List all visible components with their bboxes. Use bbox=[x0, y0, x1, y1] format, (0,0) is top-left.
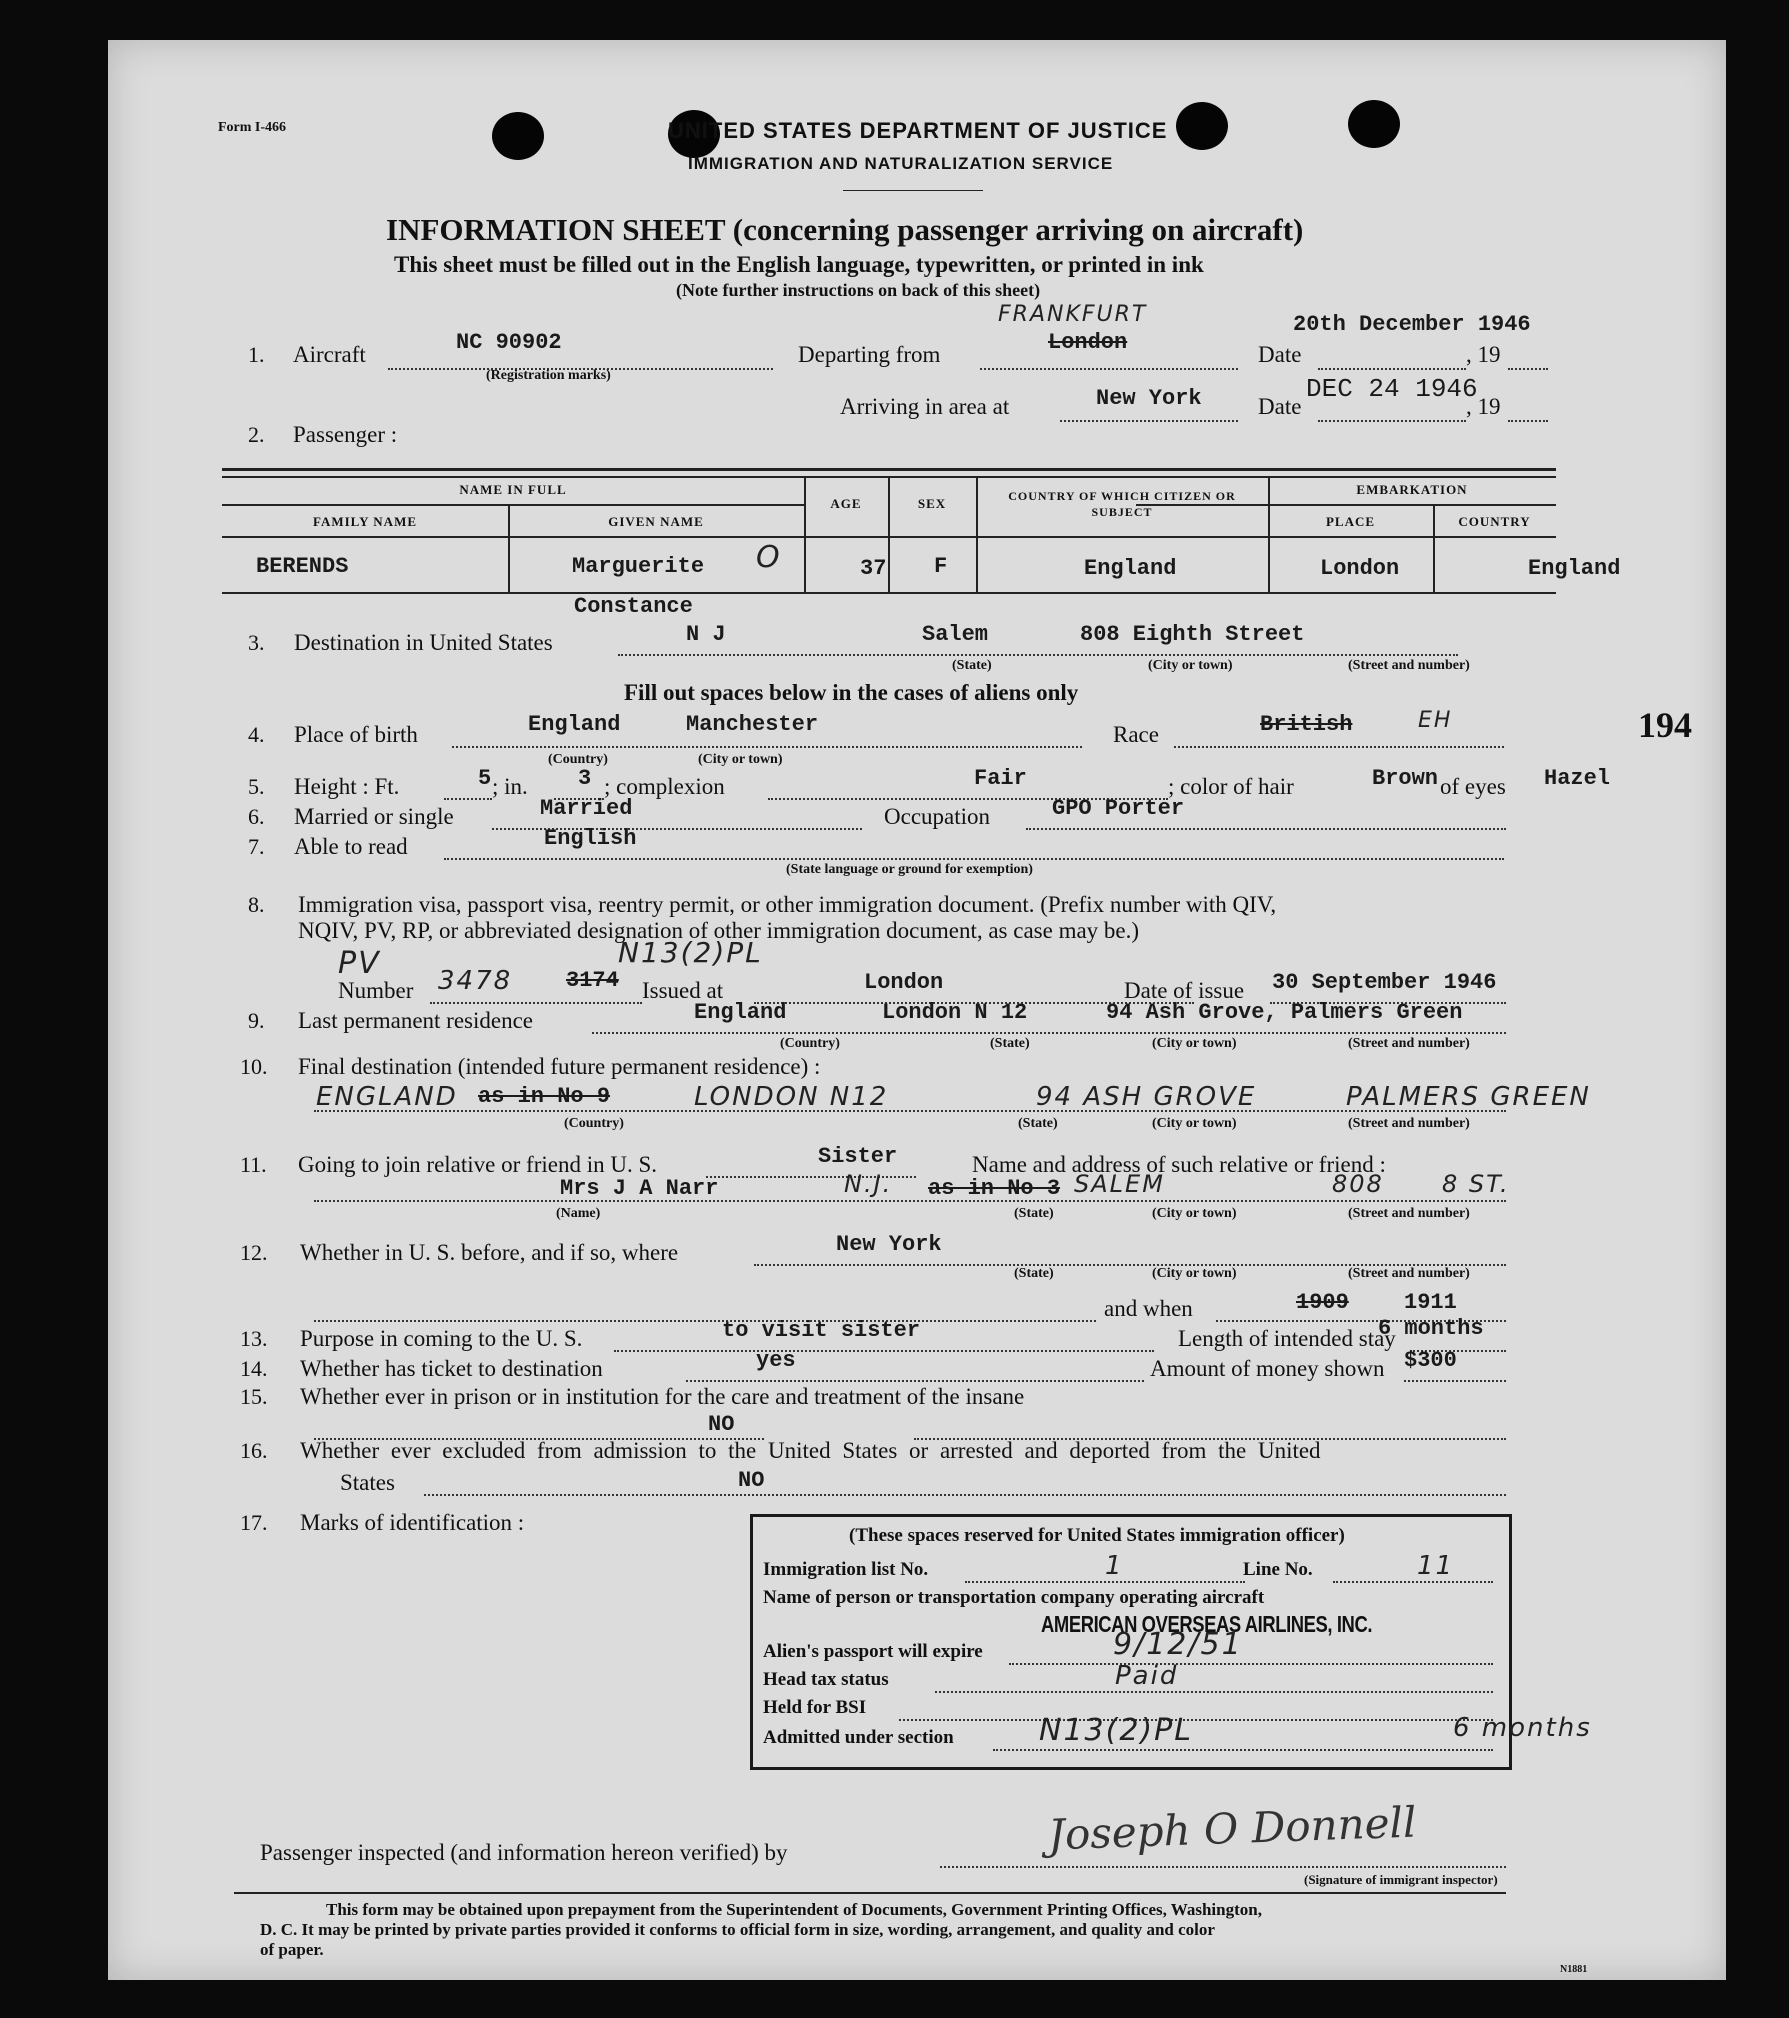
race-struck: British bbox=[1260, 712, 1353, 737]
sex-value: F bbox=[934, 554, 948, 579]
th-given-name: GIVEN NAME bbox=[608, 514, 704, 529]
destination-line bbox=[618, 654, 1458, 656]
section-months: 6 months bbox=[1453, 1713, 1592, 1743]
bsi-label: Held for BSI bbox=[763, 1697, 867, 1718]
header-rule bbox=[843, 190, 983, 191]
occupation-value: GPO Porter bbox=[1052, 796, 1185, 821]
caption-country: (Country) bbox=[564, 1116, 624, 1131]
relative-street-hand: 808 bbox=[1332, 1170, 1384, 1198]
relative-state-hand: N.J. bbox=[844, 1170, 893, 1198]
final-state-hand: LONDON N12 bbox=[694, 1082, 889, 1112]
money-value: $300 bbox=[1404, 1348, 1457, 1373]
punch-hole bbox=[1176, 102, 1228, 150]
final-country-struck: as in No 9 bbox=[478, 1084, 611, 1109]
table-top-rule bbox=[222, 468, 1556, 471]
eyes-label: of eyes bbox=[1440, 774, 1506, 799]
visa-hand-prefix: PV bbox=[338, 946, 381, 981]
height-label: Height : Ft. bbox=[294, 774, 400, 799]
headtax-label: Head tax status bbox=[763, 1669, 889, 1690]
instructions-note: (Note further instructions on back of this sheet) bbox=[676, 280, 1041, 300]
date-label: Date bbox=[1258, 342, 1302, 367]
date-line bbox=[1318, 368, 1466, 370]
caption-state: (State) bbox=[1018, 1116, 1058, 1131]
arriving-line bbox=[1060, 420, 1238, 422]
col-divider bbox=[804, 476, 806, 592]
item-number: 4. bbox=[248, 722, 265, 747]
passport-value: 9/12/51 bbox=[1113, 1627, 1243, 1662]
company-stamp: AMERICAN OVERSEAS AIRLINES, INC. bbox=[1041, 1611, 1373, 1637]
item-number: 16. bbox=[240, 1438, 268, 1463]
before-line-2 bbox=[314, 1320, 1096, 1322]
departing-struck: London bbox=[1048, 330, 1128, 355]
department-title: UNITED STATES DEPARTMENT OF JUSTICE bbox=[668, 118, 1168, 143]
visa-text-2: NQIV, PV, RP, or abbreviated designation of other immigration document, as case may be.) bbox=[298, 918, 1140, 943]
doi-label: Date of issue bbox=[1124, 978, 1245, 1003]
ticket-line bbox=[686, 1380, 1144, 1382]
race-hand: EH bbox=[1418, 708, 1453, 733]
footer-note-3: of paper. bbox=[260, 1940, 324, 1959]
passport-line bbox=[1009, 1663, 1493, 1665]
item-number: 10. bbox=[240, 1054, 268, 1079]
purpose-line bbox=[614, 1350, 1154, 1352]
birth-city: Manchester bbox=[686, 712, 819, 737]
occupation-label: Occupation bbox=[884, 804, 991, 829]
visa-number-label: Number bbox=[338, 978, 414, 1003]
date2-line bbox=[1318, 420, 1466, 422]
relative-name: Mrs J A Narr bbox=[560, 1176, 719, 1201]
read-caption: (State language or ground for exemption) bbox=[786, 862, 1033, 877]
list-no-line bbox=[965, 1581, 1245, 1583]
instructions: This sheet must be filled out in the English language, typewritten, or printed in ink bbox=[394, 252, 1204, 277]
money-label: Amount of money shown bbox=[1150, 1356, 1385, 1381]
name-subrule bbox=[222, 504, 804, 506]
passenger-label: Passenger : bbox=[293, 422, 398, 447]
section-label: Admitted under section bbox=[763, 1727, 954, 1748]
caption-street: (Street and number) bbox=[1348, 658, 1470, 673]
money-line bbox=[1404, 1380, 1506, 1382]
footer-note-1: This form may be obtained upon prepayment from the Superintendent of Documents, Government Printing Offices, Washington, bbox=[326, 1900, 1262, 1919]
caption-country: (Country) bbox=[780, 1036, 840, 1051]
item-number: 12. bbox=[240, 1240, 268, 1265]
destination-street: 808 Eighth Street bbox=[1080, 622, 1305, 647]
when-struck: 1909 bbox=[1296, 1290, 1349, 1315]
excluded-label-2: States bbox=[340, 1470, 395, 1495]
destination-state: N J bbox=[686, 622, 726, 647]
list-no-label: Immigration list No. bbox=[763, 1559, 929, 1580]
section-value: N13(2)PL bbox=[1039, 1713, 1193, 1748]
hair-value: Brown bbox=[1372, 766, 1439, 791]
hair-label: ; color of hair bbox=[1168, 774, 1294, 799]
caption-street: (Street and number) bbox=[1348, 1036, 1470, 1051]
final-dest-line bbox=[314, 1110, 1506, 1112]
residence-line bbox=[592, 1032, 1506, 1034]
caption-state: (State) bbox=[1014, 1206, 1054, 1221]
col-divider bbox=[888, 476, 890, 592]
caption-country: (Country) bbox=[548, 752, 608, 767]
ticket-label: Whether has ticket to destination bbox=[300, 1356, 603, 1381]
visa-text-1: Immigration visa, passport visa, reentry permit, or other immigration document. (Prefix number with QIV, bbox=[298, 892, 1277, 917]
footer-rule bbox=[234, 1892, 1506, 1894]
th-age: AGE bbox=[830, 496, 862, 511]
height-ft: 5 bbox=[478, 766, 492, 791]
item-number: 6. bbox=[248, 804, 265, 829]
read-line bbox=[444, 858, 1504, 860]
final-street-hand: PALMERS GREEN bbox=[1346, 1082, 1591, 1112]
departing-hand: FRANKFURT bbox=[998, 302, 1148, 327]
final-city-hand: 94 ASH GROVE bbox=[1036, 1082, 1257, 1112]
caption-city: (City or town) bbox=[1152, 1116, 1237, 1131]
date2-suffix-line bbox=[1508, 420, 1548, 422]
final-country-hand: ENGLAND bbox=[316, 1082, 458, 1112]
th-embarkation: EMBARKATION bbox=[1356, 482, 1468, 497]
passport-label: Alien's passport will expire bbox=[763, 1641, 983, 1662]
embark-country-value: England bbox=[1528, 556, 1621, 581]
caption-street: (Street and number) bbox=[1348, 1206, 1470, 1221]
print-code: N1881 bbox=[1560, 1964, 1588, 1975]
signature-line bbox=[940, 1866, 1506, 1868]
stay-value: 6 months bbox=[1378, 1316, 1484, 1341]
caption-city: (City or town) bbox=[1148, 658, 1233, 673]
item-number: 7. bbox=[248, 834, 265, 859]
purpose-label: Purpose in coming to the U. S. bbox=[300, 1326, 583, 1351]
item-number: 14. bbox=[240, 1356, 268, 1381]
eyes-value: Hazel bbox=[1544, 766, 1611, 791]
before-value: New York bbox=[836, 1232, 942, 1257]
item-number: 13. bbox=[240, 1326, 268, 1351]
relative-city-hand: SALEM bbox=[1074, 1170, 1165, 1198]
date2-label: Date bbox=[1258, 394, 1302, 419]
visa-number-hand: 3478 bbox=[438, 966, 513, 996]
caption-street: (Street and number) bbox=[1348, 1116, 1470, 1131]
residence-street: 94 Ash Grove, Palmers Green bbox=[1106, 1000, 1463, 1025]
relative-street-hand-2: 8 ST. bbox=[1442, 1170, 1510, 1198]
complexion-value: Fair bbox=[974, 766, 1027, 791]
race-line bbox=[1174, 746, 1504, 748]
item-number: 17. bbox=[240, 1510, 268, 1535]
excluded-value: NO bbox=[738, 1468, 765, 1493]
occupation-line bbox=[1026, 828, 1506, 830]
aircraft-label: Aircraft bbox=[293, 342, 366, 367]
side-number: 194 bbox=[1638, 705, 1692, 745]
given-name-2: Constance bbox=[574, 594, 693, 619]
married-label: Married or single bbox=[294, 804, 454, 829]
relative-label: Going to join relative or friend in U. S. bbox=[298, 1152, 657, 1177]
date-suffix: , 19 bbox=[1466, 342, 1501, 367]
company-label: Name of person or transportation company operating aircraft bbox=[763, 1587, 1265, 1608]
excluded-line bbox=[424, 1494, 1506, 1496]
caption-state: (State) bbox=[990, 1036, 1030, 1051]
embark-place-value: London bbox=[1320, 556, 1400, 581]
height-in: 3 bbox=[578, 766, 592, 791]
signature-caption: (Signature of immigrant inspector) bbox=[1304, 1872, 1498, 1887]
th-country-citizen: COUNTRY OF WHICH CITIZEN OR SUBJECT bbox=[1008, 489, 1236, 519]
final-dest-label: Final destination (intended future permanent residence) : bbox=[298, 1054, 821, 1079]
caption-city: (City or town) bbox=[1152, 1266, 1237, 1281]
caption-state: (State) bbox=[952, 658, 992, 673]
destination-city: Salem bbox=[922, 622, 989, 647]
birth-country: England bbox=[528, 712, 621, 737]
th-sex: SEX bbox=[917, 496, 947, 511]
line-no-value: 11 bbox=[1417, 1551, 1455, 1581]
section-line bbox=[993, 1749, 1493, 1751]
visa-number-struck: 3174 bbox=[566, 968, 619, 993]
relative-address-line bbox=[314, 1200, 1506, 1202]
purpose-value: to visit sister bbox=[722, 1318, 921, 1343]
line-no-label: Line No. bbox=[1243, 1559, 1313, 1580]
marks-label: Marks of identification : bbox=[300, 1510, 525, 1535]
footer-note-2: D. C. It may be printed by private parties provided it conforms to official form in size, wording, arrangement, and quality and color bbox=[260, 1920, 1215, 1939]
item-number: 11. bbox=[240, 1152, 267, 1177]
item-number: 3. bbox=[248, 630, 265, 655]
date2-suffix: , 19 bbox=[1466, 394, 1501, 419]
line-no-line bbox=[1333, 1581, 1493, 1583]
relative-state-struck: as in No 3 bbox=[928, 1176, 1061, 1201]
date-value: 20th December 1946 bbox=[1293, 312, 1531, 337]
list-no-value: 1 bbox=[1105, 1551, 1124, 1581]
sheet-title: INFORMATION SHEET (concerning passenger arriving on aircraft) bbox=[386, 212, 1304, 247]
th-country: COUNTRY bbox=[1458, 514, 1531, 529]
caption-state: (State) bbox=[1014, 1266, 1054, 1281]
caption-name: (Name) bbox=[556, 1206, 601, 1221]
prison-label: Whether ever in prison or in institution for the care and treatment of the insane bbox=[300, 1384, 1025, 1409]
inch-label: ; in. bbox=[492, 774, 528, 799]
residence-label: Last permanent residence bbox=[298, 1008, 533, 1033]
departing-label: Departing from bbox=[798, 342, 941, 367]
arriving-value: New York bbox=[1096, 386, 1202, 411]
read-label: Able to read bbox=[294, 834, 408, 859]
given-name-mark: O bbox=[756, 540, 782, 575]
inspected-label: Passenger inspected (and information hereon verified) by bbox=[260, 1840, 788, 1865]
visa-number-line bbox=[430, 1002, 642, 1004]
item-number: 9. bbox=[248, 1008, 265, 1033]
ft-line bbox=[444, 798, 492, 800]
form-number: Form I-466 bbox=[218, 120, 287, 135]
given-name-value: Marguerite bbox=[572, 554, 705, 579]
item-number: 15. bbox=[240, 1384, 268, 1409]
relative-value: Sister bbox=[818, 1144, 898, 1169]
married-value: Married bbox=[540, 796, 633, 821]
headtax-value: Paid bbox=[1115, 1661, 1179, 1691]
aircraft-caption: (Registration marks) bbox=[486, 368, 611, 383]
before-label: Whether in U. S. before, and if so, where bbox=[300, 1240, 679, 1265]
inspector-signature: Joseph O Donnell bbox=[1047, 1797, 1418, 1860]
th-name-in-full: NAME IN FULL bbox=[459, 482, 567, 497]
aliens-heading: Fill out spaces below in the cases of aliens only bbox=[624, 680, 1079, 705]
headtax-line bbox=[935, 1691, 1493, 1693]
officer-heading: (These spaces reserved for United States immigration officer) bbox=[849, 1525, 1345, 1546]
departing-line bbox=[980, 368, 1238, 370]
th-place: PLACE bbox=[1325, 514, 1376, 529]
prison-value: NO bbox=[708, 1412, 735, 1437]
birthplace-label: Place of birth bbox=[294, 722, 418, 747]
ticket-value: yes bbox=[756, 1348, 796, 1373]
punch-hole bbox=[1348, 100, 1400, 148]
caption-city: (City or town) bbox=[1152, 1206, 1237, 1221]
date2-stamp: DEC 24 1946 bbox=[1306, 374, 1478, 404]
relative-address-label: Name and address of such relative or friend : bbox=[972, 1152, 1386, 1177]
when-label: and when bbox=[1104, 1296, 1193, 1321]
birthplace-line bbox=[452, 746, 1082, 748]
item-number: 2. bbox=[248, 422, 265, 447]
item-number: 1. bbox=[248, 342, 265, 367]
doi-value: 30 September 1946 bbox=[1272, 970, 1497, 995]
arriving-label: Arriving in area at bbox=[840, 394, 1010, 419]
document-sheet bbox=[108, 40, 1726, 1980]
age-value: 37 bbox=[860, 556, 887, 581]
caption-street: (Street and number) bbox=[1348, 1266, 1470, 1281]
visa-hand-class: N13(2)PL bbox=[618, 936, 763, 969]
service-title: IMMIGRATION AND NATURALIZATION SERVICE bbox=[688, 154, 1114, 173]
aircraft-value: NC 90902 bbox=[456, 330, 562, 355]
date-suffix-line bbox=[1508, 368, 1548, 370]
officer-box bbox=[750, 1514, 1592, 1770]
caption-city: (City or town) bbox=[698, 752, 783, 767]
complexion-label: ; complexion bbox=[604, 774, 725, 799]
residence-city: London N 12 bbox=[882, 1000, 1028, 1025]
item-number: 5. bbox=[248, 774, 265, 799]
table-bottom-rule bbox=[222, 592, 1556, 594]
issued-label: Issued at bbox=[642, 978, 724, 1003]
caption-city: (City or town) bbox=[1152, 1036, 1237, 1051]
family-name-value: BERENDS bbox=[256, 554, 349, 579]
read-value: English bbox=[544, 826, 637, 851]
citizen-value: England bbox=[1084, 556, 1177, 581]
bsi-line bbox=[899, 1719, 1493, 1721]
punch-hole bbox=[492, 112, 544, 160]
destination-label: Destination in United States bbox=[294, 630, 553, 655]
excluded-label: Whether ever excluded from admission to the United States or arrested and deported from the United bbox=[300, 1438, 1321, 1463]
item-number: 8. bbox=[248, 892, 265, 917]
issued-value: London bbox=[864, 970, 944, 995]
th-family-name: FAMILY NAME bbox=[312, 514, 418, 529]
when-value: 1911 bbox=[1404, 1290, 1457, 1315]
residence-country: England bbox=[694, 1000, 787, 1025]
race-label: Race bbox=[1113, 722, 1159, 747]
stay-label: Length of intended stay bbox=[1178, 1326, 1396, 1351]
